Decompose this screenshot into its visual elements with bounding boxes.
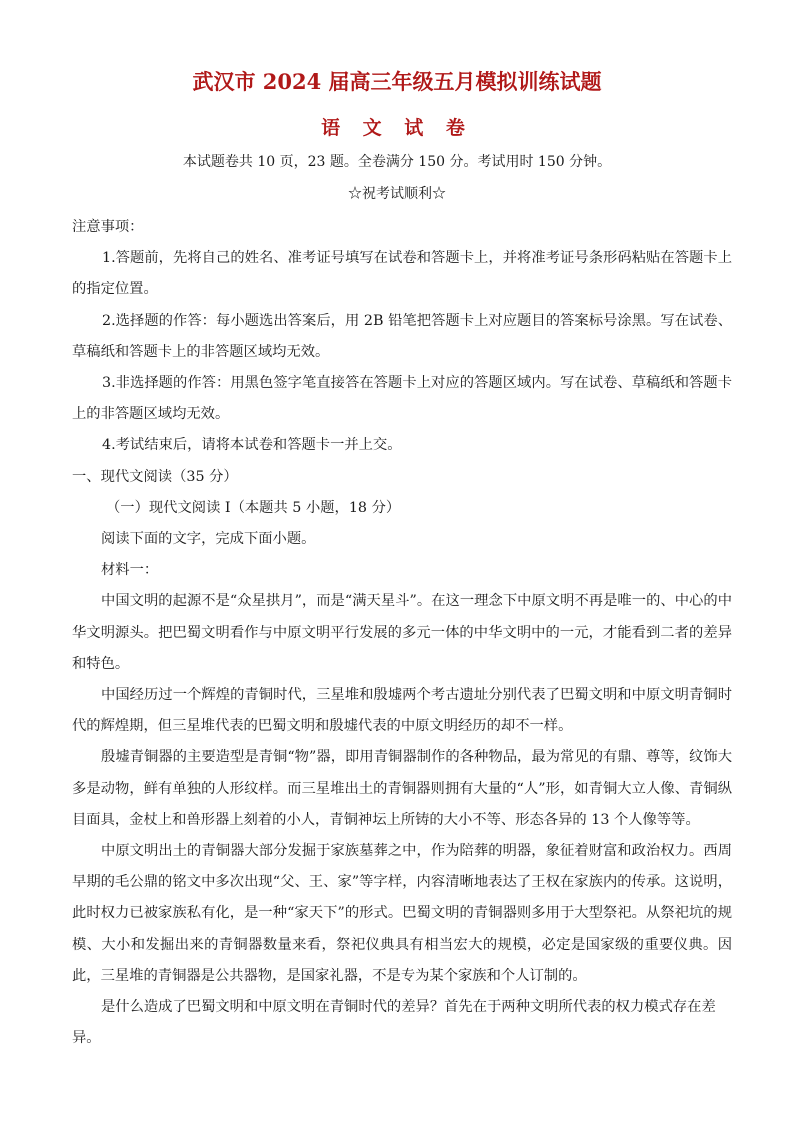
- passage-paragraph: 中国经历过一个辉煌的青铜时代，三星堆和殷墟两个考古遗址分别代表了巴蜀文明和中原文明青铜时代的辉煌期，但三星堆代表的巴蜀文明和殷墟代表的中原文明经历的却不一样。: [72, 687, 732, 735]
- exam-title: 武汉市 2024 届高三年级五月模拟训练试题: [192, 69, 602, 94]
- exam-subtitle: 语 文 试 卷: [321, 117, 473, 139]
- exam-body: [72, 212, 732, 1054]
- notice-item: 3.非选择题的作答：用黑色签字笔直接答在答题卡上对应的答题区域内。写在试卷、草稿纸和答题卡上的非答题区域均无效。: [72, 375, 732, 423]
- exam-info: 本试题卷共 10 页，23 题。全卷满分 150 分。考试用时 150 分钟。: [182, 154, 612, 170]
- passage-paragraph: 中原文明出土的青铜器大部分发掘于家族墓葬之中，作为陪葬的明器，象征着财富和政治权力。西周早期的毛公鼎的铭文中多次出现“父、王、家”等字样，内容清晰地表达了王权在家族内的传承。这说明，此时权力已被家族私有化，是一种“家天下”的形式。巴蜀文明的青铜器则多用于大型祭祀。从祭祀坑的规模、大小和发掘出来的青铜器数量来看，祭祀仪典具有相当宏大的规模，必定是国家级的重要仪典。因此，三星堆的青铜器是公共器物，是国家礼器，不是专为某个家族和个人订制的。: [72, 843, 732, 984]
- notice-heading: 注意事项：: [72, 219, 144, 235]
- notice-item: 4.考试结束后，请将本试卷和答题卡一并上交。: [102, 437, 402, 454]
- passage-paragraph: 殷墟青铜器的主要造型是青铜“物”器，即用青铜器制作的各种物品，最为常见的有鼎、尊等，纹饰大多是动物，鲜有单独的人形纹样。而三星堆出土的青铜器则拥有大量的“人”形，如青铜大立人像、青铜纵目面具，金杖上和兽形器上刻着的小人，青铜神坛上所铸的大小不等、形态各异的 13 个人像等等。: [72, 749, 732, 828]
- subsection-heading: （一）现代文阅读 I（本题共 5 小题，18 分）: [106, 499, 401, 516]
- notice-item: 2.选择题的作答：每小题选出答案后，用 2B 铅笔把答题卡上对应题目的答案标号涂黑。写在试卷、草稿纸和答题卡上的非答题区域均无效。: [72, 312, 732, 360]
- good-luck-wish: ☆祝考试顺利☆: [348, 186, 446, 202]
- material-label: 材料一：: [101, 562, 159, 579]
- notice-item: 1.答题前，先将自己的姓名、准考证号填写在试卷和答题卡上，并将准考证号条形码粘贴在答题卡上的指定位置。: [72, 250, 732, 298]
- passage-paragraph: 是什么造成了巴蜀文明和中原文明在青铜时代的差异？首先在于两种文明所代表的权力模式存在差异。: [72, 999, 716, 1047]
- passage-paragraph: 中国文明的起源不是“众星拱月”，而是“满天星斗”。在这一理念下中原文明不再是唯一的、中心的中华文明源头。把巴蜀文明看作与中原文明平行发展的多元一体的中华文明中的一元，才能看到二者的差异和特色。: [72, 593, 732, 672]
- section-heading: 一、现代文阅读（35 分）: [72, 468, 238, 485]
- reading-instruction: 阅读下面的文字，完成下面小题。: [101, 531, 316, 548]
